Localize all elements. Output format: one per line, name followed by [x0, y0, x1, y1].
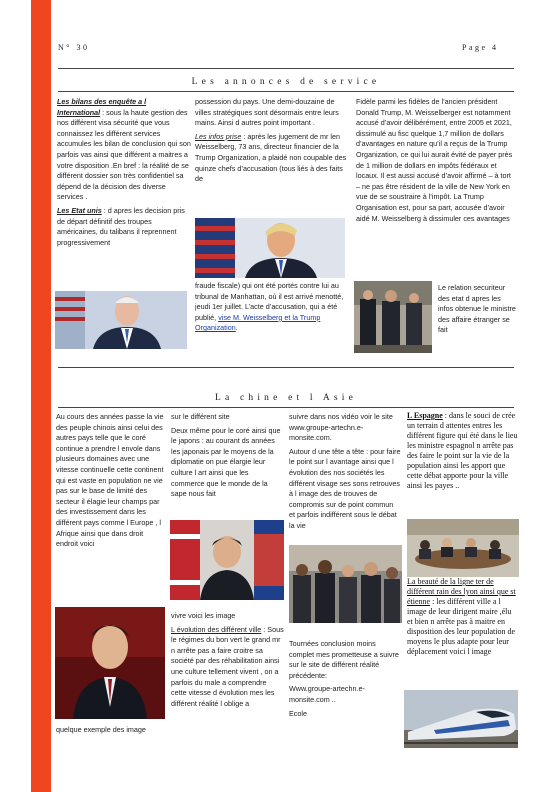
text-evolution: : Sous le régimes du bon vert le grand mr n arrête pas a faire croitre sa société par des réhabilitation ainsi une culture tellement vivent , on a parfois du male a comprendre cette vitesse d évolution mes les différent réalité l oblige a — [171, 624, 284, 708]
red-sidebar — [31, 0, 51, 792]
text-etats-unis: : d apres les decision pris de départ définitif des troupes américaines, du talibans il reprennent progressivement — [57, 205, 185, 247]
section-title-chine: La chine et l Asie — [214, 393, 358, 403]
heading-ligne-ter: La beauté de la ligne ter de différent rain des lyon ainsi que st étienne — [407, 577, 516, 606]
heading-bilans: Les bilans des enquête a l International — [57, 97, 147, 117]
text-fidele: Fidèle parmi les fidèles de l’ancien président Donald Trump, M. Weisselberger est notamment accusé d’avoir délibérément, entre 2005 et 2021, dissimulé au fisc quelque 1,7 million de dollars d’avantages en nature qu’il a reçus de la Trump Organization, ce qui lui aurait évité de payer près de 1 million de dollars en impôts fédéraux et locaux. Il est aussi accusé d’avoir affirmé – à tort – ne pas être résident de la ville de New York en vue de se soustraire à l’impôt. La Trump Organisation est, pour sa part, accusée d’avoir aidé M. Weisselberg à dissimuler ces avantages — [356, 97, 513, 223]
photo-xi — [55, 607, 165, 719]
photo-conference — [407, 519, 519, 577]
photo-kim — [170, 520, 284, 600]
column-chine-3a — [289, 412, 401, 544]
heading-espagne: L Espagne — [407, 411, 443, 420]
section2-rule-bottom — [58, 407, 514, 408]
page-number: Page 4 — [462, 43, 499, 52]
column-chine-4a — [407, 411, 519, 515]
text-espagne: : dans le souci de crée un terrain d attentes entres les différent figure qui été dans le lieu les ministre espagnol n arrête pas des faire le point sur la vie de la population ainsi les apport que cette débat apporte pour la ville ainsi les payes .. — [407, 411, 518, 490]
photo-train — [404, 690, 518, 748]
text-infos-prise: : après les jugement de mr len Weisselberg, 73 ans, directeur financier de la Trump Organization, a plaidé non coupable des quinze chefs d’accusation (tous liés à des faits de — [195, 131, 347, 184]
column-services-1 — [57, 97, 191, 287]
photo-officials — [354, 281, 432, 353]
text-fraude: fraude fiscale) qui ont été portés contre lui au tribunal de Manhattan, où il est arrivé menotté, jeudi 1er juillet. L’acte d’accusation, qui a été publié, — [195, 281, 344, 322]
photo-biden — [55, 291, 187, 349]
text-site: sur le différent site — [171, 412, 230, 421]
text-site-url[interactable]: Www.groupe-artechn.e-monsite.com .. — [289, 684, 365, 704]
column-chine-1 — [56, 412, 166, 602]
text-period: . — [235, 323, 238, 333]
text-possession: possession du pays. Une demi-douzaine de villes stratégiques sont désormais entre leurs mains. Ainsi d autres point important . — [195, 97, 339, 128]
caption-exemple: quelque exemple des image — [56, 725, 146, 734]
section2-rule-top — [58, 367, 514, 368]
column-services-2b — [195, 281, 349, 345]
text-ecole: Ecole — [289, 708, 307, 718]
issue-number: N° 30 — [58, 43, 90, 52]
caption-relation: Le relation securiteur des etat d apres les infos obtenue le ministre des affaire étranger se fait — [438, 283, 516, 335]
text-deux-meme: Deux même pour le coré ainsi que le japons : au courant ds années les japonais par le moyens de la diplomatie on pue élargie leur culture l art ainsi que les commerce que le monde de la sape nous fait — [171, 425, 281, 499]
text-autour: Autour d une tête a tête : pour faire le point sur l avantage ainsi que l évolution des nos sociétés les différent visage ses sons retrouves à l image des de trouves de compromis sur de point commun et parfois indifférent sous le débat la vie — [289, 446, 401, 530]
photo-trump — [195, 218, 345, 278]
text-bilans: : sous la haute gestion des nos différent visa sécurité que vous connaissez les différent services accumules les bilan de conclusion qui son parfois vas ainsi que différent a maitres a votre disposition .En bref : la réalité de se différent dossier son très confidentiel sa dépend de la décision des diverse services . — [57, 107, 191, 202]
section-title-services: Les annonces de service — [191, 77, 381, 87]
column-services-2a — [195, 97, 349, 215]
link-weisselberg[interactable]: vise M. Weisselberg et la Trump Organization — [195, 312, 321, 333]
text-vivre: vivre voici les image — [171, 611, 236, 620]
text-suivre: suivre dans nos vidéo voir le site www.groupe-artechn.e-monsite.com. — [289, 412, 393, 443]
column-chine-3b — [289, 639, 401, 739]
photo-meeting — [289, 545, 402, 623]
text-tournees: Tournées conclusion moins complet mes prometteuse a suivre sur le site de différent réalité précédente: — [289, 639, 399, 680]
column-services-3 — [356, 97, 516, 277]
section-rule-bottom — [58, 91, 514, 92]
heading-infos-prise: Les infos prise — [195, 131, 242, 141]
text-au-cours: Au cours des années passe la vie des peuple chinois ainsi celui des autres pays telle que le coré continue a prendre l envole dans plusieurs domaines avec une vitesse continuelle cette continent qui est vaste en population ne vie pas sur le base de limité des secteur il élagie leur champs par des investissement dans les différent pays comme l Europe , l Afrique ainsi que dans droit endroit voici — [56, 412, 164, 549]
section-rule-top — [58, 68, 514, 69]
column-chine-2a — [171, 412, 284, 516]
heading-evolution: L évolution des différent ville — [171, 624, 262, 634]
heading-etats-unis: Les Etat unis — [57, 205, 102, 215]
column-chine-2b — [171, 611, 284, 743]
column-chine-4b — [407, 577, 519, 677]
text-ligne-ter: : les différent ville a l image de leur dirigent maire ,élu et bien n arrête pas à maitre en disposition des leur population de moyens le plus adapte pour leur déplacement voici l image — [407, 597, 515, 656]
